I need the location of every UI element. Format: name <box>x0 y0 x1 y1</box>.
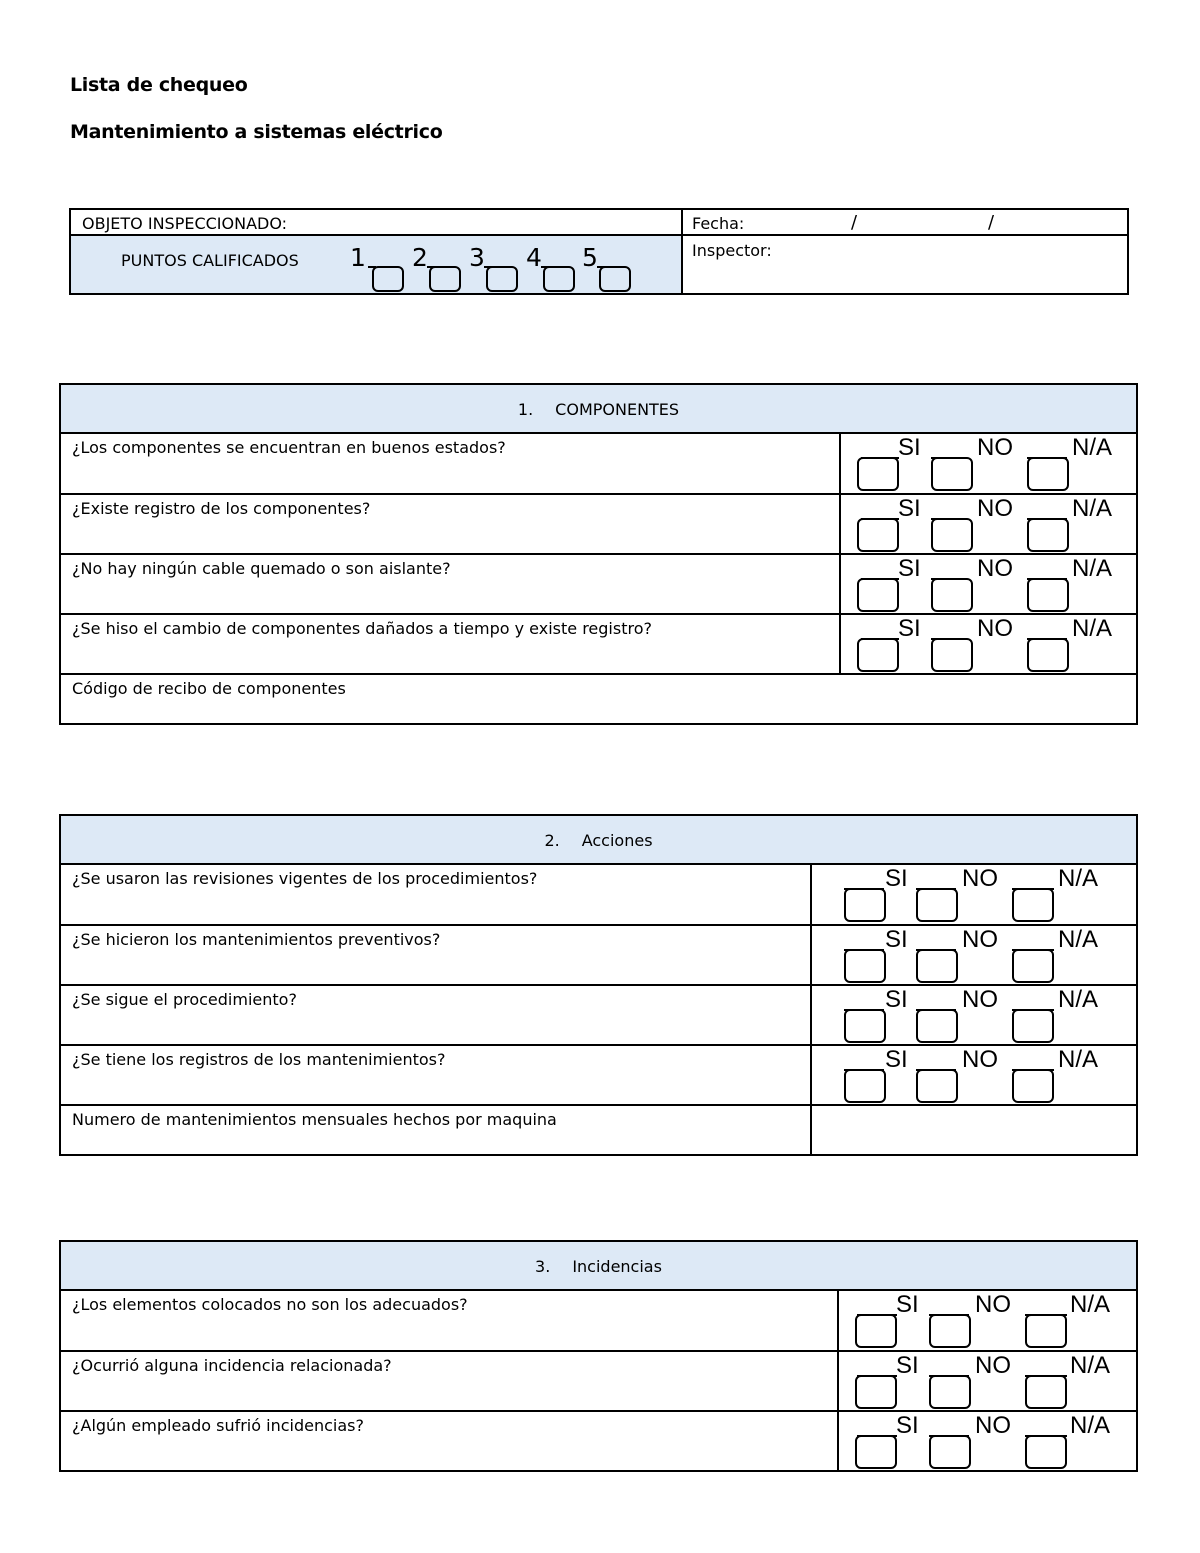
no-checkbox[interactable] <box>931 457 973 491</box>
section-acciones <box>59 814 1138 1156</box>
no-checkbox[interactable] <box>916 949 958 983</box>
punto-number: 1 <box>350 243 366 272</box>
answer-options <box>812 926 1136 984</box>
si-checkbox[interactable] <box>844 949 886 983</box>
question-row <box>61 495 1136 555</box>
na-label: N/A <box>1070 1291 1111 1318</box>
question-row <box>61 555 1136 615</box>
question-text: ¿Se tiene los registros de los mantenimientos? <box>72 1050 446 1069</box>
punto-3-checkbox[interactable] <box>486 266 518 292</box>
na-label: N/A <box>1070 1412 1111 1439</box>
question-text: ¿No hay ningún cable quemado o son aislante? <box>72 559 451 578</box>
section-header <box>61 385 1136 434</box>
punto-1-checkbox[interactable] <box>372 266 404 292</box>
section-number: 1. <box>517 400 534 419</box>
no-checkbox[interactable] <box>931 638 973 672</box>
question-text: ¿Se hicieron los mantenimientos preventivos? <box>72 930 441 949</box>
section-title: COMPONENTES <box>555 400 680 419</box>
si-checkbox[interactable] <box>844 1069 886 1103</box>
answer-options <box>839 1412 1136 1470</box>
si-label: SI <box>885 1046 908 1073</box>
section-number: 3. <box>535 1257 551 1276</box>
si-label: SI <box>885 986 908 1013</box>
na-checkbox[interactable] <box>1027 457 1069 491</box>
question-text: ¿Se sigue el procedimiento? <box>72 990 297 1009</box>
na-label: N/A <box>1058 986 1099 1013</box>
punto-number: 5 <box>582 243 598 272</box>
inspection-header-table <box>69 208 1129 295</box>
question-row <box>61 615 1136 675</box>
no-label: NO <box>977 615 1013 642</box>
footer-row <box>61 1106 1136 1154</box>
objeto-label: OBJETO INSPECCIONADO: <box>82 214 288 233</box>
punto-number: 2 <box>412 243 428 272</box>
no-label: NO <box>975 1352 1011 1379</box>
question-text: ¿Existe registro de los componentes? <box>72 499 371 518</box>
no-checkbox[interactable] <box>931 578 973 612</box>
fecha-label: Fecha: <box>692 214 745 233</box>
no-label: NO <box>977 434 1013 461</box>
question-row <box>61 1352 1136 1412</box>
na-label: N/A <box>1058 865 1099 892</box>
section-header <box>61 1242 1136 1291</box>
na-label: N/A <box>1058 1046 1099 1073</box>
punto-4-checkbox[interactable] <box>543 266 575 292</box>
na-label: N/A <box>1070 1352 1111 1379</box>
puntos-label: PUNTOS CALIFICADOS <box>121 251 299 270</box>
section-title: Incidencias <box>572 1257 662 1276</box>
na-checkbox[interactable] <box>1012 1009 1054 1043</box>
punto-2-checkbox[interactable] <box>429 266 461 292</box>
no-checkbox[interactable] <box>916 888 958 922</box>
no-checkbox[interactable] <box>916 1009 958 1043</box>
si-checkbox[interactable] <box>855 1435 897 1469</box>
si-checkbox[interactable] <box>857 457 899 491</box>
question-row <box>61 986 1136 1046</box>
section-componentes <box>59 383 1138 725</box>
footer-value-cell[interactable] <box>812 1106 1136 1154</box>
punto-number: 4 <box>526 243 542 272</box>
section-header <box>61 816 1136 865</box>
si-label: SI <box>898 555 921 582</box>
fecha-separator: / <box>988 212 995 233</box>
puntos-calificados-cell <box>71 236 683 293</box>
question-row <box>61 1412 1136 1470</box>
footer-row[interactable] <box>61 675 1136 723</box>
si-checkbox[interactable] <box>844 1009 886 1043</box>
answer-options <box>841 495 1136 553</box>
question-row <box>61 1291 1136 1352</box>
question-text: ¿Se usaron las revisiones vigentes de los procedimientos? <box>72 869 538 888</box>
na-checkbox[interactable] <box>1027 578 1069 612</box>
objeto-cell[interactable] <box>71 210 683 236</box>
footer-text: Código de recibo de componentes <box>72 679 346 698</box>
si-checkbox[interactable] <box>855 1314 897 1348</box>
si-label: SI <box>898 615 921 642</box>
answer-options <box>812 986 1136 1044</box>
na-checkbox[interactable] <box>1025 1435 1067 1469</box>
answer-options <box>841 434 1136 493</box>
question-text: ¿Se hiso el cambio de componentes dañados a tiempo y existe registro? <box>72 619 652 638</box>
no-label: NO <box>977 555 1013 582</box>
si-checkbox[interactable] <box>844 888 886 922</box>
section-number: 2. <box>544 831 560 850</box>
section-title: Acciones <box>581 831 653 850</box>
question-row <box>61 1046 1136 1106</box>
no-label: NO <box>962 926 998 953</box>
si-label: SI <box>896 1291 919 1318</box>
question-text: ¿Los componentes se encuentran en buenos estados? <box>72 438 506 457</box>
na-checkbox[interactable] <box>1012 1069 1054 1103</box>
na-label: N/A <box>1058 926 1099 953</box>
si-checkbox[interactable] <box>857 578 899 612</box>
fecha-separator: / <box>851 212 858 233</box>
answer-options <box>839 1291 1136 1350</box>
na-label: N/A <box>1072 555 1113 582</box>
punto-5-checkbox[interactable] <box>599 266 631 292</box>
answer-options <box>812 1046 1136 1104</box>
inspector-cell[interactable] <box>683 236 1127 293</box>
no-checkbox[interactable] <box>916 1069 958 1103</box>
no-label: NO <box>962 865 998 892</box>
no-checkbox[interactable] <box>929 1435 971 1469</box>
si-label: SI <box>898 434 921 461</box>
na-label: N/A <box>1072 434 1113 461</box>
section-incidencias <box>59 1240 1138 1472</box>
question-text: ¿Los elementos colocados no son los adecuados? <box>72 1295 468 1314</box>
question-row <box>61 865 1136 926</box>
question-row <box>61 926 1136 986</box>
question-text: ¿Ocurrió alguna incidencia relacionada? <box>72 1356 392 1375</box>
no-checkbox[interactable] <box>931 518 973 552</box>
inspector-label: Inspector: <box>692 241 772 260</box>
no-label: NO <box>975 1412 1011 1439</box>
no-label: NO <box>962 986 998 1013</box>
document-title: Lista de chequeo <box>70 74 248 96</box>
na-label: N/A <box>1072 615 1113 642</box>
si-label: SI <box>885 865 908 892</box>
no-checkbox[interactable] <box>929 1314 971 1348</box>
na-checkbox[interactable] <box>1027 518 1069 552</box>
footer-text: Numero de mantenimientos mensuales hechos por maquina <box>72 1110 557 1129</box>
si-label: SI <box>898 495 921 522</box>
si-checkbox[interactable] <box>855 1375 897 1409</box>
question-row <box>61 434 1136 495</box>
no-checkbox[interactable] <box>929 1375 971 1409</box>
si-label: SI <box>896 1352 919 1379</box>
na-checkbox[interactable] <box>1025 1314 1067 1348</box>
na-checkbox[interactable] <box>1027 638 1069 672</box>
na-checkbox[interactable] <box>1012 949 1054 983</box>
fecha-cell[interactable] <box>683 210 1127 236</box>
si-checkbox[interactable] <box>857 638 899 672</box>
si-label: SI <box>896 1412 919 1439</box>
answer-options <box>839 1352 1136 1410</box>
si-checkbox[interactable] <box>857 518 899 552</box>
no-label: NO <box>975 1291 1011 1318</box>
answer-options <box>841 555 1136 613</box>
na-label: N/A <box>1072 495 1113 522</box>
si-label: SI <box>885 926 908 953</box>
no-label: NO <box>977 495 1013 522</box>
na-checkbox[interactable] <box>1025 1375 1067 1409</box>
document-subtitle: Mantenimiento a sistemas eléctrico <box>70 121 443 143</box>
no-label: NO <box>962 1046 998 1073</box>
answer-options <box>812 865 1136 924</box>
question-text: ¿Algún empleado sufrió incidencias? <box>72 1416 364 1435</box>
na-checkbox[interactable] <box>1012 888 1054 922</box>
punto-number: 3 <box>469 243 485 272</box>
answer-options <box>841 615 1136 673</box>
